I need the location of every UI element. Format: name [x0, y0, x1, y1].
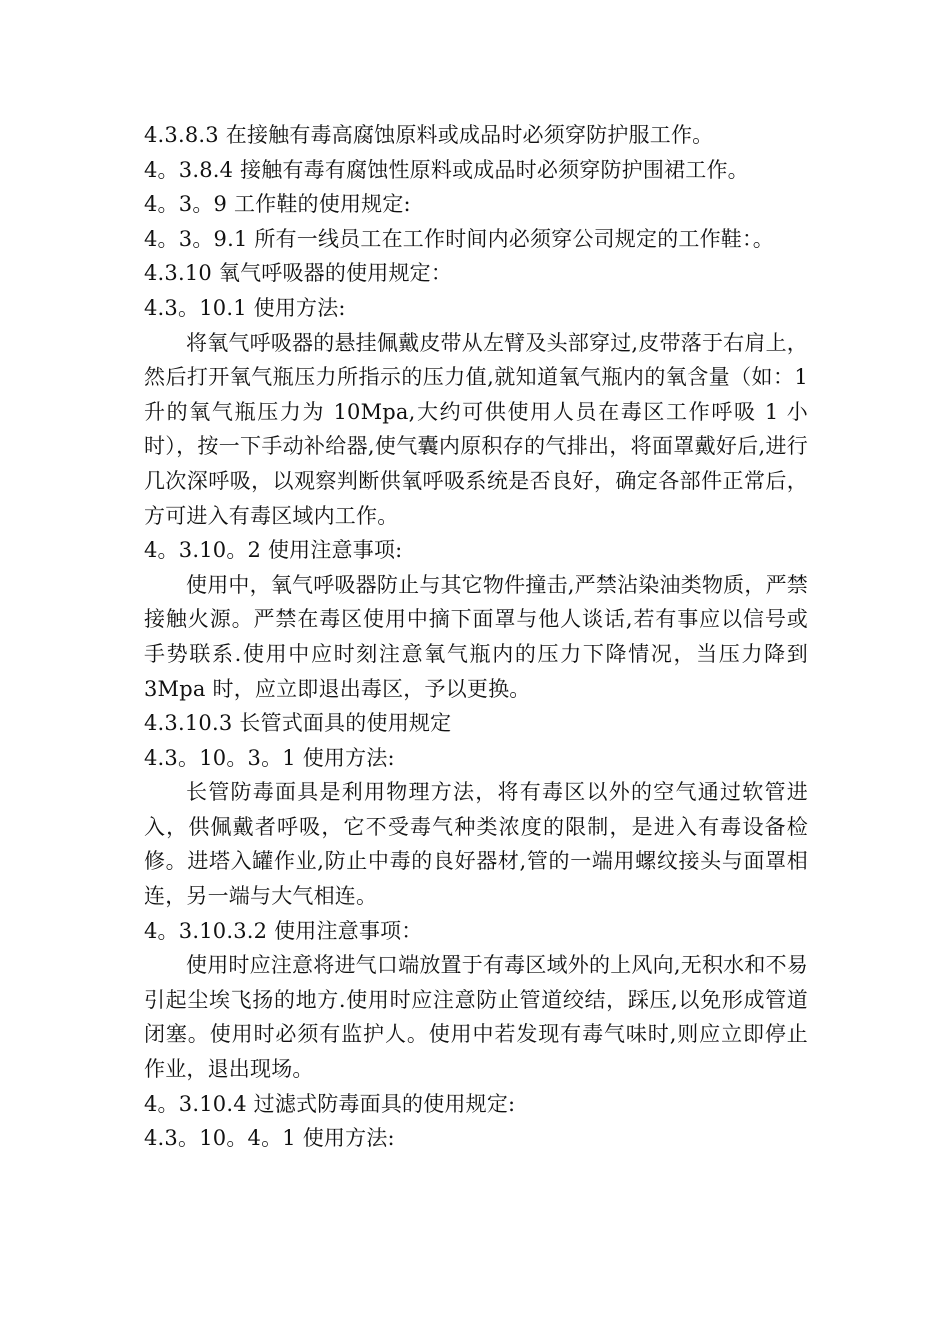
- paragraph-oxygen-usage: 将氧气呼吸器的悬挂佩戴皮带从左臂及头部穿过,皮带落于右肩上，然后打开氧气瓶压力所指示的压力值,就知道氧气瓶内的氧含量（如：1 升的氧气瓶压力为 10Mpa,大约可供使用人员在毒区工作呼吸 1 小时），按一下手动补给器,使气囊内原积存的气排出，将面罩戴好后,进行几次深呼吸，以观察判断供氧呼吸系统是否良好，确定各部件正常后，方可进入有毒区域内工作。: [144, 330, 808, 528]
- paragraph-oxygen-precautions: 使用中，氧气呼吸器防止与其它物件撞击,严禁沾染油类物质，严禁接触火源。严禁在毒区使用中摘下面罩与他人谈话,若有事应以信号或手势联系.使用中应时刻注意氧气瓶内的压力下降情况，当压力降到 3Mpa 时，应立即退出毒区，予以更换。: [144, 572, 808, 701]
- paragraph-long-tube-precautions: 使用时应注意将进气口端放置于有毒区域外的上风向,无积水和不易引起尘埃飞扬的地方.使用时应注意防止管道绞结，踩压,以免形成管道闭塞。使用时必须有监护人。使用中若发现有毒气味时,则应立即停止作业，退出现场。: [144, 953, 808, 1082]
- clause-4-3-9-1: 4。3。9.1 所有一线员工在工作时间内必须穿公司规定的工作鞋：。: [144, 226, 774, 251]
- heading-4-3-10-3: 4.3.10.3 长管式面具的使用规定: [144, 711, 452, 736]
- heading-4-3-9: 4。3。9 工作鞋的使用规定:: [144, 192, 411, 217]
- heading-4-3-10-1: 4.3。10.1 使用方法:: [144, 295, 346, 320]
- document-page: [144, 118, 808, 1156]
- heading-4-3-10: 4.3.10 氧气呼吸器的使用规定：: [144, 261, 453, 286]
- heading-4-3-10-3-1: 4.3。10。3。1 使用方法:: [144, 745, 395, 770]
- heading-4-3-10-4-1: 4.3。10。4。1 使用方法:: [144, 1126, 395, 1151]
- clause-4-3-8-4: 4。3.8.4 接触有毒有腐蚀性原料或成品时必须穿防护围裙工作。: [144, 157, 749, 182]
- heading-4-3-10-4: 4。3.10.4 过滤式防毒面具的使用规定:: [144, 1091, 516, 1116]
- heading-4-3-10-3-2: 4。3.10.3.2 使用注意事项：: [144, 918, 423, 943]
- paragraph-long-tube-usage: 长管防毒面具是利用物理方法，将有毒区以外的空气通过软管进入，供佩戴者呼吸，它不受毒气种类浓度的限制，是进入有毒设备检修。进塔入罐作业,防止中毒的良好器材,管的一端用螺纹接头与面罩相连，另一端与大气相连。: [144, 780, 808, 909]
- heading-4-3-10-2: 4。3.10。2 使用注意事项:: [144, 538, 403, 563]
- clause-4-3-8-3: 4.3.8.3 在接触有毒高腐蚀原料或成品时必须穿防护服工作。: [144, 123, 714, 147]
